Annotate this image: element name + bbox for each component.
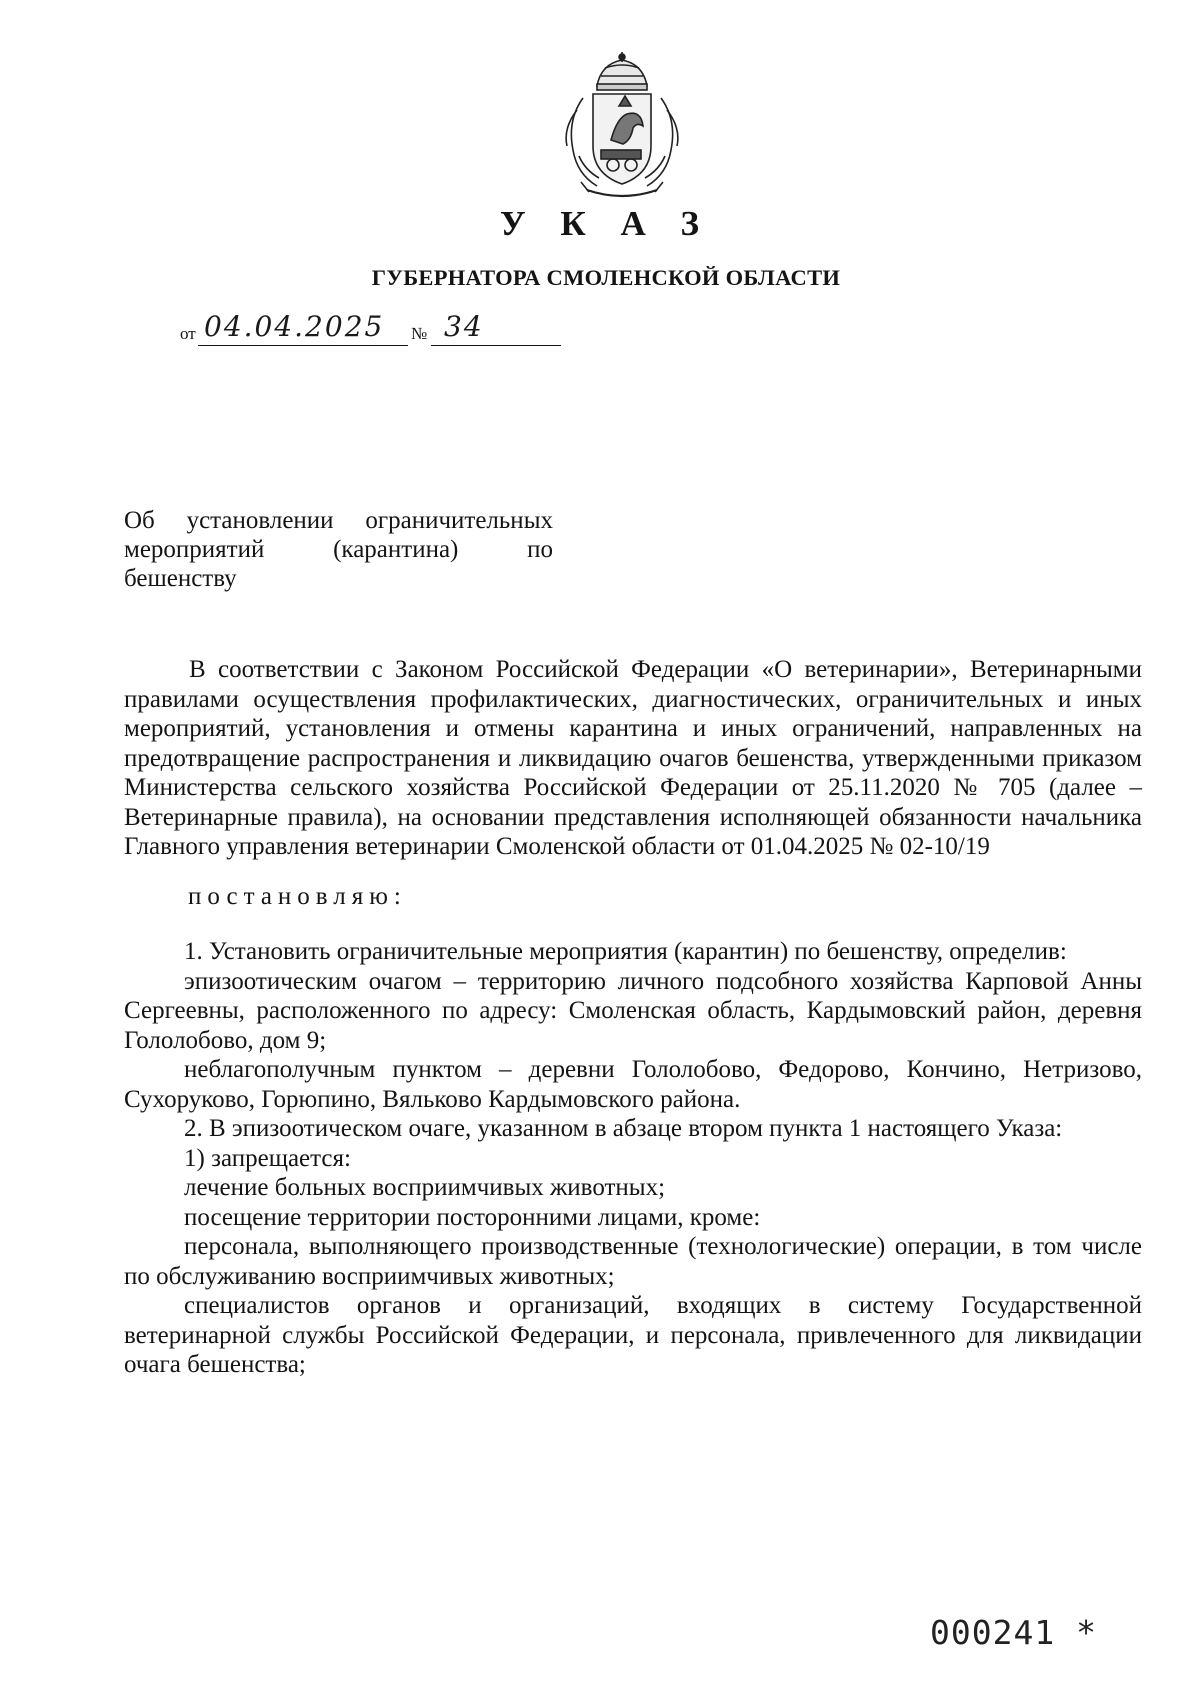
document-subtitle: ГУБЕРНАТОРА СМОЛЕНСКОЙ ОБЛАСТИ — [371, 265, 841, 290]
coat-of-arms-icon — [553, 50, 691, 200]
document-title: У К А З — [499, 204, 713, 243]
heading-line: Об установлении ограничительных — [124, 507, 553, 534]
number-underline — [431, 345, 561, 346]
handwritten-number: 34 — [444, 310, 484, 343]
heading-line: бешенству — [124, 565, 237, 592]
clause-1-area: неблагополучным пунктом – деревни Гололобово, Федорово, Кончино, Нетризово, Сухоруково, Горюпино, Вяльково Кардымовского района. — [124, 1056, 1142, 1113]
date-number-line — [180, 308, 620, 348]
clause-2-1-item: лечение больных восприимчивых животных; — [184, 1174, 666, 1201]
handwritten-date: 04.04.2025 — [204, 310, 385, 343]
clause-2-1-subitem: специалистов органов и организаций, входящих в систему Государственной ветеринарной службы Российской Федерации, и персонала, привлеченного для ликвидации очага бешенства; — [124, 1292, 1142, 1378]
clause-1: 1. Установить ограничительные мероприятия (карантин) по бешенству, определив: — [184, 938, 1067, 965]
serial-number: 000241 * — [930, 1613, 1097, 1652]
clause-2: 2. В эпизоотическом очаге, указанном в абзаце втором пункта 1 настоящего Указа: — [184, 1115, 1063, 1142]
document-body — [124, 655, 1142, 1380]
clause-2-1-subitem: персонала, выполняющего производственные (технологические) операции, в том числе по обслуживанию восприимчивых животных; — [124, 1233, 1142, 1290]
date-label: от — [180, 324, 196, 343]
preamble-paragraph: В соответствии с Законом Российской Федерации «О ветеринарии», Ветеринарными правилами осуществления профилактических, диагностических, ограничительных и иных мероприятий, установления и отмены карантина и иных ограничений, направленных на предотвращение распространения и ликвидацию очагов бешенства, утвержденными приказом Министерства сельского хозяйства Российской Федерации от 25.11.2020 № 705 (далее – Ветеринарные правила), на основании представления исполняющей обязанности начальника Главного управления ветеринарии Смоленской области от 01.04.2025 № 02-10/19 — [124, 656, 1142, 860]
date-underline — [198, 345, 408, 346]
heading-line: мероприятий (карантина) по — [124, 536, 553, 563]
clause-2-1-item: посещение территории посторонними лицами, кроме: — [184, 1203, 761, 1231]
clause-1-focus: эпизоотическим очагом – территорию личного подсобного хозяйства Карповой Анны Сергеевны, расположенного по адресу: Смоленская область, Кардымовский район, деревня Гололобово, дом 9; — [124, 967, 1142, 1054]
decree-word: постановляю: — [188, 882, 407, 910]
document-heading — [124, 506, 553, 593]
number-label: № — [411, 324, 428, 343]
clause-2-1: 1) запрещается: — [184, 1144, 351, 1172]
